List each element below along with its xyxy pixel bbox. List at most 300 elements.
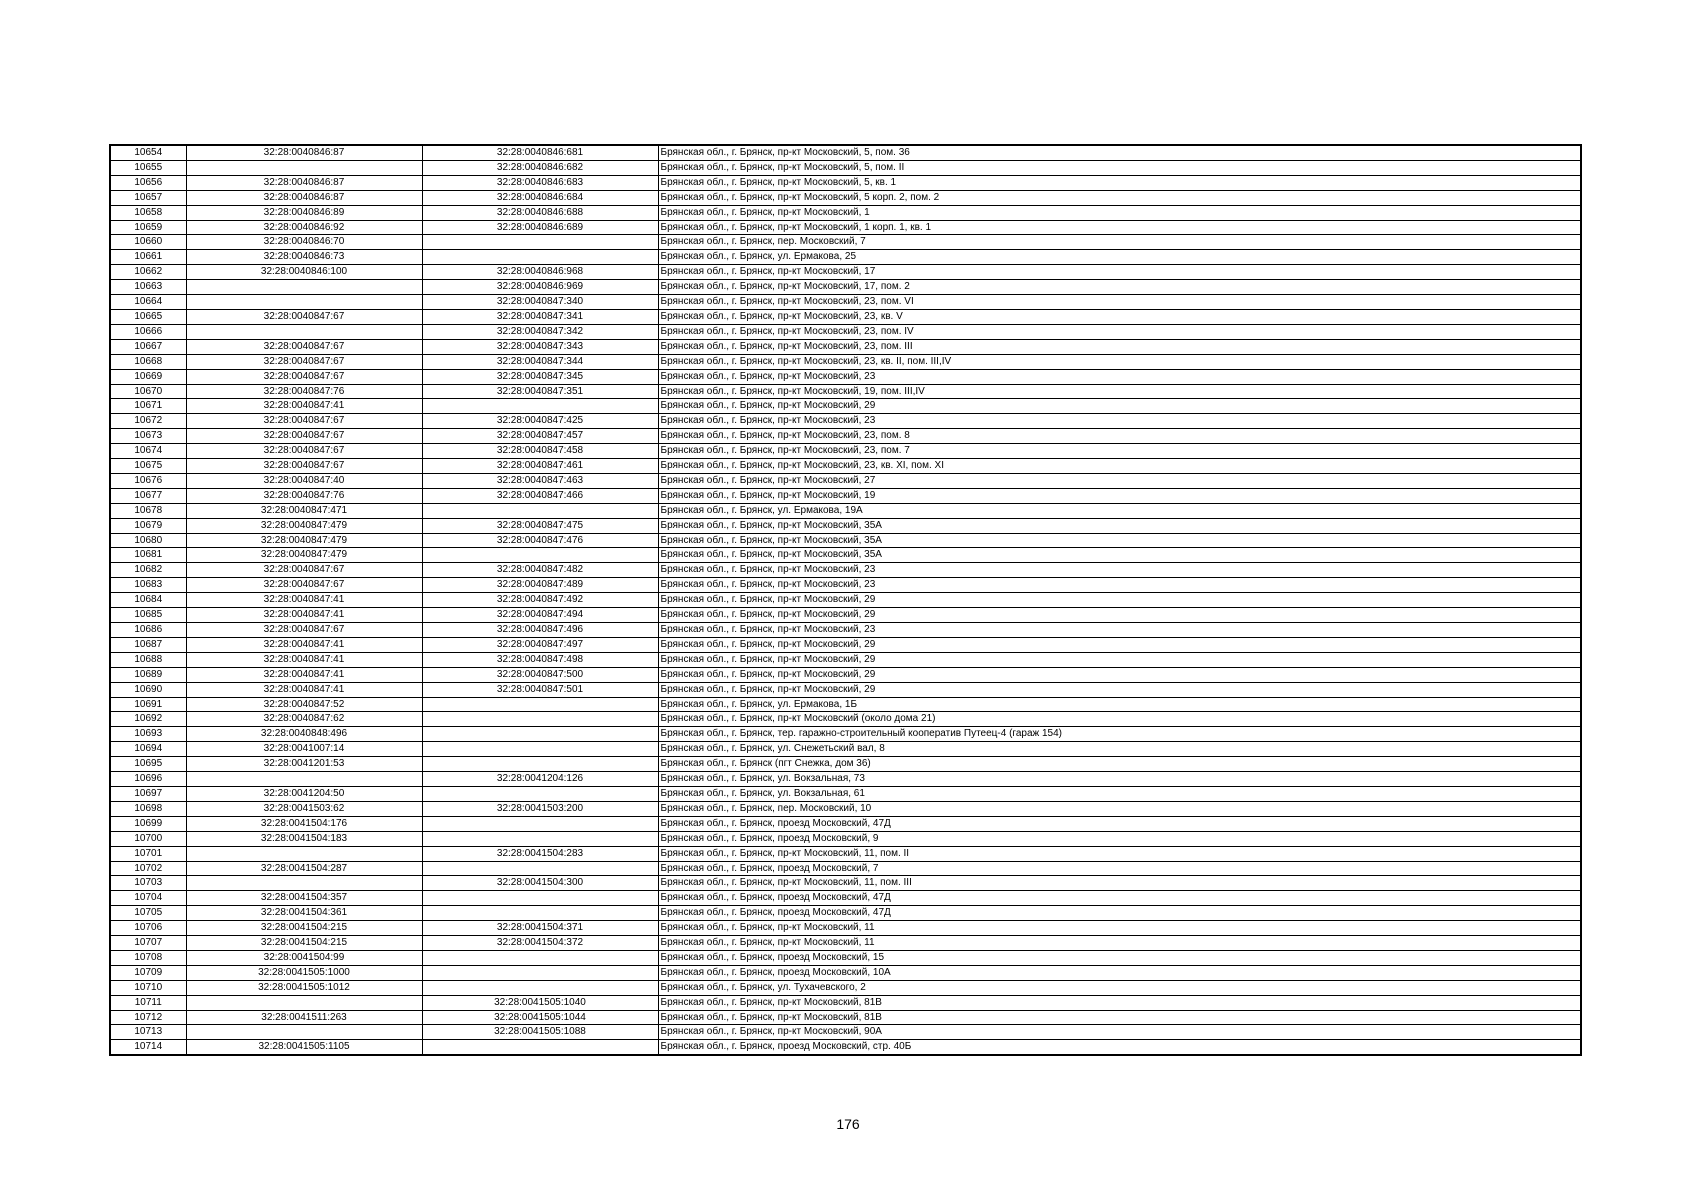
building-cadastral-number-cell: 32:28:0041504:300 [422, 876, 658, 891]
address-cell: Брянская обл., г. Брянск, пр-кт Московский, 35А [658, 533, 1581, 548]
table-row [110, 414, 1581, 429]
building-cadastral-number-cell: 32:28:0040846:682 [422, 160, 658, 175]
table-row [110, 145, 1581, 160]
table-row [110, 906, 1581, 921]
address-cell: Брянская обл., г. Брянск, проезд Московский, стр. 40Б [658, 1040, 1581, 1055]
building-cadastral-number-cell [422, 861, 658, 876]
table-row [110, 309, 1581, 324]
table-row [110, 727, 1581, 742]
table-row [110, 384, 1581, 399]
table-row [110, 965, 1581, 980]
land-cadastral-number-cell: 32:28:0041504:287 [186, 861, 422, 876]
table-row [110, 995, 1581, 1010]
row-number-cell: 10654 [110, 145, 186, 160]
building-cadastral-number-cell: 32:28:0040847:351 [422, 384, 658, 399]
address-cell: Брянская обл., г. Брянск, пр-кт Московский, 23, пом. III [658, 339, 1581, 354]
row-number-cell: 10694 [110, 742, 186, 757]
table-row [110, 265, 1581, 280]
address-cell: Брянская обл., г. Брянск, пр-кт Московский, 23 [658, 414, 1581, 429]
building-cadastral-number-cell: 32:28:0040847:489 [422, 578, 658, 593]
address-cell: Брянская обл., г. Брянск, пр-кт Московский, 11, пом. II [658, 846, 1581, 861]
land-cadastral-number-cell: 32:28:0040847:479 [186, 533, 422, 548]
table-row [110, 1040, 1581, 1055]
building-cadastral-number-cell: 32:28:0040847:342 [422, 324, 658, 339]
building-cadastral-number-cell [422, 906, 658, 921]
row-number-cell: 10669 [110, 369, 186, 384]
address-cell: Брянская обл., г. Брянск, пр-кт Московский, 23, кв. V [658, 309, 1581, 324]
land-cadastral-number-cell: 32:28:0041007:14 [186, 742, 422, 757]
table-row [110, 160, 1581, 175]
table-row [110, 772, 1581, 787]
land-cadastral-number-cell [186, 280, 422, 295]
row-number-cell: 10710 [110, 980, 186, 995]
address-cell: Брянская обл., г. Брянск, пр-кт Московский, 1 корп. 1, кв. 1 [658, 220, 1581, 235]
land-cadastral-number-cell: 32:28:0041505:1105 [186, 1040, 422, 1055]
row-number-cell: 10677 [110, 488, 186, 503]
building-cadastral-number-cell [422, 831, 658, 846]
land-cadastral-number-cell: 32:28:0041204:50 [186, 786, 422, 801]
table-row [110, 593, 1581, 608]
building-cadastral-number-cell: 32:28:0040847:494 [422, 608, 658, 623]
address-cell: Брянская обл., г. Брянск, пр-кт Московский, 11 [658, 936, 1581, 951]
row-number-cell: 10695 [110, 757, 186, 772]
table-row [110, 563, 1581, 578]
land-cadastral-number-cell [186, 1025, 422, 1040]
building-cadastral-number-cell [422, 786, 658, 801]
row-number-cell: 10704 [110, 891, 186, 906]
building-cadastral-number-cell: 32:28:0041505:1088 [422, 1025, 658, 1040]
row-number-cell: 10658 [110, 205, 186, 220]
table-row [110, 548, 1581, 563]
row-number-cell: 10665 [110, 309, 186, 324]
table-row [110, 623, 1581, 638]
address-cell: Брянская обл., г. Брянск, пер. Московский, 10 [658, 801, 1581, 816]
address-cell: Брянская обл., г. Брянск, ул. Ермакова, 25 [658, 250, 1581, 265]
address-cell: Брянская обл., г. Брянск, пр-кт Московский, 5, пом. 36 [658, 145, 1581, 160]
table-row [110, 459, 1581, 474]
land-cadastral-number-cell: 32:28:0040847:41 [186, 667, 422, 682]
land-cadastral-number-cell: 32:28:0041504:215 [186, 921, 422, 936]
building-cadastral-number-cell: 32:28:0040846:688 [422, 205, 658, 220]
table-row [110, 980, 1581, 995]
row-number-cell: 10693 [110, 727, 186, 742]
row-number-cell: 10675 [110, 459, 186, 474]
building-cadastral-number-cell [422, 757, 658, 772]
land-cadastral-number-cell: 32:28:0040847:41 [186, 608, 422, 623]
building-cadastral-number-cell: 32:28:0040847:475 [422, 518, 658, 533]
registry-table-wrapper [109, 144, 1582, 1056]
building-cadastral-number-cell [422, 712, 658, 727]
land-cadastral-number-cell: 32:28:0041504:176 [186, 816, 422, 831]
land-cadastral-number-cell: 32:28:0041511:263 [186, 1010, 422, 1025]
row-number-cell: 10663 [110, 280, 186, 295]
row-number-cell: 10705 [110, 906, 186, 921]
table-row [110, 533, 1581, 548]
row-number-cell: 10687 [110, 637, 186, 652]
row-number-cell: 10668 [110, 354, 186, 369]
table-row [110, 518, 1581, 533]
land-cadastral-number-cell: 32:28:0040847:479 [186, 518, 422, 533]
address-cell: Брянская обл., г. Брянск, пр-кт Московский, 5 корп. 2, пом. 2 [658, 190, 1581, 205]
row-number-cell: 10657 [110, 190, 186, 205]
row-number-cell: 10708 [110, 950, 186, 965]
row-number-cell: 10655 [110, 160, 186, 175]
table-row [110, 235, 1581, 250]
land-cadastral-number-cell: 32:28:0040847:67 [186, 429, 422, 444]
land-cadastral-number-cell: 32:28:0041201:53 [186, 757, 422, 772]
row-number-cell: 10689 [110, 667, 186, 682]
address-cell: Брянская обл., г. Брянск, пр-кт Московский, 19 [658, 488, 1581, 503]
land-cadastral-number-cell: 32:28:0040847:76 [186, 488, 422, 503]
land-cadastral-number-cell: 32:28:0040847:67 [186, 339, 422, 354]
row-number-cell: 10661 [110, 250, 186, 265]
land-cadastral-number-cell: 32:28:0040847:67 [186, 623, 422, 638]
registry-table [109, 144, 1582, 1056]
address-cell: Брянская обл., г. Брянск (пгт Снежка, дом 36) [658, 757, 1581, 772]
table-row [110, 1010, 1581, 1025]
building-cadastral-number-cell: 32:28:0040847:482 [422, 563, 658, 578]
land-cadastral-number-cell: 32:28:0040847:41 [186, 682, 422, 697]
address-cell: Брянская обл., г. Брянск, пр-кт Московский, 17, пом. 2 [658, 280, 1581, 295]
row-number-cell: 10697 [110, 786, 186, 801]
table-row [110, 936, 1581, 951]
address-cell: Брянская обл., г. Брянск, пр-кт Московский, 23, кв. II, пом. III,IV [658, 354, 1581, 369]
row-number-cell: 10680 [110, 533, 186, 548]
address-cell: Брянская обл., г. Брянск, пр-кт Московский, 23, кв. XI, пом. XI [658, 459, 1581, 474]
row-number-cell: 10681 [110, 548, 186, 563]
land-cadastral-number-cell: 32:28:0040847:76 [186, 384, 422, 399]
table-row [110, 190, 1581, 205]
building-cadastral-number-cell: 32:28:0040847:476 [422, 533, 658, 548]
address-cell: Брянская обл., г. Брянск, пр-кт Московский, 1 [658, 205, 1581, 220]
address-cell: Брянская обл., г. Брянск, ул. Снежетьский вал, 8 [658, 742, 1581, 757]
land-cadastral-number-cell: 32:28:0041504:215 [186, 936, 422, 951]
row-number-cell: 10699 [110, 816, 186, 831]
table-row [110, 369, 1581, 384]
address-cell: Брянская обл., г. Брянск, пр-кт Московский, 11, пом. III [658, 876, 1581, 891]
table-row [110, 473, 1581, 488]
land-cadastral-number-cell: 32:28:0040846:89 [186, 205, 422, 220]
table-row [110, 667, 1581, 682]
table-row [110, 354, 1581, 369]
address-cell: Брянская обл., г. Брянск, пр-кт Московский, 17 [658, 265, 1581, 280]
table-row [110, 578, 1581, 593]
land-cadastral-number-cell: 32:28:0040847:67 [186, 354, 422, 369]
table-row [110, 1025, 1581, 1040]
land-cadastral-number-cell: 32:28:0041503:62 [186, 801, 422, 816]
land-cadastral-number-cell: 32:28:0040847:471 [186, 503, 422, 518]
building-cadastral-number-cell [422, 891, 658, 906]
table-row [110, 801, 1581, 816]
address-cell: Брянская обл., г. Брянск, пр-кт Московский, 23 [658, 563, 1581, 578]
address-cell: Брянская обл., г. Брянск, проезд Московский, 7 [658, 861, 1581, 876]
table-row [110, 220, 1581, 235]
row-number-cell: 10656 [110, 175, 186, 190]
building-cadastral-number-cell: 32:28:0040846:969 [422, 280, 658, 295]
address-cell: Брянская обл., г. Брянск, ул. Ермакова, 1Б [658, 697, 1581, 712]
address-cell: Брянская обл., г. Брянск, пр-кт Московский, 29 [658, 608, 1581, 623]
row-number-cell: 10667 [110, 339, 186, 354]
row-number-cell: 10672 [110, 414, 186, 429]
address-cell: Брянская обл., г. Брянск, проезд Московский, 47Д [658, 906, 1581, 921]
row-number-cell: 10688 [110, 652, 186, 667]
building-cadastral-number-cell: 32:28:0040847:341 [422, 309, 658, 324]
registry-table-body [110, 145, 1581, 1055]
table-row [110, 712, 1581, 727]
building-cadastral-number-cell [422, 1040, 658, 1055]
address-cell: Брянская обл., г. Брянск, пр-кт Московский, 29 [658, 667, 1581, 682]
row-number-cell: 10711 [110, 995, 186, 1010]
building-cadastral-number-cell: 32:28:0040847:343 [422, 339, 658, 354]
address-cell: Брянская обл., г. Брянск, пр-кт Московский, 29 [658, 682, 1581, 697]
land-cadastral-number-cell: 32:28:0041504:183 [186, 831, 422, 846]
row-number-cell: 10670 [110, 384, 186, 399]
building-cadastral-number-cell: 32:28:0040847:340 [422, 295, 658, 310]
land-cadastral-number-cell: 32:28:0040848:496 [186, 727, 422, 742]
address-cell: Брянская обл., г. Брянск, ул. Вокзальная, 61 [658, 786, 1581, 801]
building-cadastral-number-cell: 32:28:0040846:684 [422, 190, 658, 205]
address-cell: Брянская обл., г. Брянск, проезд Московский, 10А [658, 965, 1581, 980]
building-cadastral-number-cell: 32:28:0041504:371 [422, 921, 658, 936]
table-row [110, 250, 1581, 265]
land-cadastral-number-cell: 32:28:0040847:67 [186, 563, 422, 578]
address-cell: Брянская обл., г. Брянск, пр-кт Московский, 35А [658, 518, 1581, 533]
land-cadastral-number-cell: 32:28:0040847:41 [186, 652, 422, 667]
row-number-cell: 10706 [110, 921, 186, 936]
building-cadastral-number-cell [422, 250, 658, 265]
building-cadastral-number-cell [422, 816, 658, 831]
row-number-cell: 10701 [110, 846, 186, 861]
address-cell: Брянская обл., г. Брянск, пр-кт Московский, 35А [658, 548, 1581, 563]
address-cell: Брянская обл., г. Брянск, пр-кт Московский, 23 [658, 578, 1581, 593]
land-cadastral-number-cell: 32:28:0040847:62 [186, 712, 422, 727]
land-cadastral-number-cell: 32:28:0040847:41 [186, 637, 422, 652]
row-number-cell: 10673 [110, 429, 186, 444]
building-cadastral-number-cell [422, 399, 658, 414]
table-row [110, 697, 1581, 712]
land-cadastral-number-cell: 32:28:0040846:92 [186, 220, 422, 235]
building-cadastral-number-cell: 32:28:0040847:500 [422, 667, 658, 682]
building-cadastral-number-cell [422, 742, 658, 757]
building-cadastral-number-cell: 32:28:0040847:492 [422, 593, 658, 608]
land-cadastral-number-cell: 32:28:0041505:1012 [186, 980, 422, 995]
land-cadastral-number-cell: 32:28:0040846:87 [186, 190, 422, 205]
address-cell: Брянская обл., г. Брянск, пр-кт Московский, 29 [658, 399, 1581, 414]
table-row [110, 175, 1581, 190]
row-number-cell: 10662 [110, 265, 186, 280]
building-cadastral-number-cell: 32:28:0040847:496 [422, 623, 658, 638]
row-number-cell: 10682 [110, 563, 186, 578]
building-cadastral-number-cell: 32:28:0041505:1040 [422, 995, 658, 1010]
row-number-cell: 10712 [110, 1010, 186, 1025]
table-row [110, 682, 1581, 697]
land-cadastral-number-cell: 32:28:0040847:67 [186, 309, 422, 324]
row-number-cell: 10676 [110, 473, 186, 488]
building-cadastral-number-cell [422, 235, 658, 250]
land-cadastral-number-cell [186, 995, 422, 1010]
land-cadastral-number-cell: 32:28:0041504:99 [186, 950, 422, 965]
land-cadastral-number-cell: 32:28:0040846:87 [186, 175, 422, 190]
land-cadastral-number-cell: 32:28:0040847:52 [186, 697, 422, 712]
land-cadastral-number-cell: 32:28:0040847:67 [186, 578, 422, 593]
table-row [110, 280, 1581, 295]
building-cadastral-number-cell: 32:28:0040847:457 [422, 429, 658, 444]
table-row [110, 816, 1581, 831]
building-cadastral-number-cell: 32:28:0041505:1044 [422, 1010, 658, 1025]
building-cadastral-number-cell: 32:28:0040846:689 [422, 220, 658, 235]
row-number-cell: 10709 [110, 965, 186, 980]
building-cadastral-number-cell: 32:28:0040847:463 [422, 473, 658, 488]
address-cell: Брянская обл., г. Брянск, тер. гаражно-строительный кооператив Путеец-4 (гараж 154) [658, 727, 1581, 742]
row-number-cell: 10690 [110, 682, 186, 697]
land-cadastral-number-cell: 32:28:0040846:73 [186, 250, 422, 265]
building-cadastral-number-cell: 32:28:0040847:458 [422, 444, 658, 459]
table-row [110, 488, 1581, 503]
table-row [110, 324, 1581, 339]
table-row [110, 444, 1581, 459]
table-row [110, 652, 1581, 667]
row-number-cell: 10678 [110, 503, 186, 518]
row-number-cell: 10666 [110, 324, 186, 339]
table-row [110, 205, 1581, 220]
row-number-cell: 10700 [110, 831, 186, 846]
building-cadastral-number-cell: 32:28:0040847:466 [422, 488, 658, 503]
address-cell: Брянская обл., г. Брянск, пр-кт Московский, 5, кв. 1 [658, 175, 1581, 190]
address-cell: Брянская обл., г. Брянск, пр-кт Московский, 23 [658, 623, 1581, 638]
table-row [110, 742, 1581, 757]
building-cadastral-number-cell: 32:28:0041504:372 [422, 936, 658, 951]
land-cadastral-number-cell: 32:28:0041505:1000 [186, 965, 422, 980]
land-cadastral-number-cell: 32:28:0040847:41 [186, 593, 422, 608]
land-cadastral-number-cell: 32:28:0040846:100 [186, 265, 422, 280]
row-number-cell: 10692 [110, 712, 186, 727]
row-number-cell: 10714 [110, 1040, 186, 1055]
building-cadastral-number-cell: 32:28:0040847:345 [422, 369, 658, 384]
row-number-cell: 10702 [110, 861, 186, 876]
address-cell: Брянская обл., г. Брянск, пр-кт Московский, 29 [658, 593, 1581, 608]
building-cadastral-number-cell: 32:28:0040847:501 [422, 682, 658, 697]
address-cell: Брянская обл., г. Брянск, пр-кт Московский, 29 [658, 652, 1581, 667]
building-cadastral-number-cell [422, 503, 658, 518]
land-cadastral-number-cell: 32:28:0040847:67 [186, 414, 422, 429]
building-cadastral-number-cell: 32:28:0041504:283 [422, 846, 658, 861]
building-cadastral-number-cell: 32:28:0040847:425 [422, 414, 658, 429]
table-row [110, 846, 1581, 861]
table-row [110, 786, 1581, 801]
address-cell: Брянская обл., г. Брянск, пер. Московский, 7 [658, 235, 1581, 250]
building-cadastral-number-cell [422, 965, 658, 980]
address-cell: Брянская обл., г. Брянск, ул. Тухачевского, 2 [658, 980, 1581, 995]
building-cadastral-number-cell [422, 950, 658, 965]
row-number-cell: 10684 [110, 593, 186, 608]
row-number-cell: 10659 [110, 220, 186, 235]
building-cadastral-number-cell: 32:28:0040846:681 [422, 145, 658, 160]
building-cadastral-number-cell: 32:28:0040847:461 [422, 459, 658, 474]
land-cadastral-number-cell [186, 160, 422, 175]
table-row [110, 399, 1581, 414]
table-row [110, 608, 1581, 623]
row-number-cell: 10685 [110, 608, 186, 623]
address-cell: Брянская обл., г. Брянск, пр-кт Московский, 81В [658, 995, 1581, 1010]
address-cell: Брянская обл., г. Брянск, проезд Московский, 47Д [658, 891, 1581, 906]
table-row [110, 861, 1581, 876]
address-cell: Брянская обл., г. Брянск, пр-кт Московский, 81В [658, 1010, 1581, 1025]
land-cadastral-number-cell [186, 876, 422, 891]
building-cadastral-number-cell: 32:28:0041204:126 [422, 772, 658, 787]
building-cadastral-number-cell: 32:28:0040846:968 [422, 265, 658, 280]
land-cadastral-number-cell [186, 772, 422, 787]
land-cadastral-number-cell: 32:28:0040847:67 [186, 444, 422, 459]
address-cell: Брянская обл., г. Брянск, пр-кт Московский, 27 [658, 473, 1581, 488]
table-row [110, 503, 1581, 518]
land-cadastral-number-cell [186, 846, 422, 861]
building-cadastral-number-cell [422, 697, 658, 712]
address-cell: Брянская обл., г. Брянск, пр-кт Московский, 19, пом. III,IV [658, 384, 1581, 399]
row-number-cell: 10698 [110, 801, 186, 816]
row-number-cell: 10713 [110, 1025, 186, 1040]
row-number-cell: 10674 [110, 444, 186, 459]
land-cadastral-number-cell: 32:28:0040847:67 [186, 459, 422, 474]
row-number-cell: 10671 [110, 399, 186, 414]
building-cadastral-number-cell [422, 980, 658, 995]
address-cell: Брянская обл., г. Брянск, пр-кт Московский, 23, пом. IV [658, 324, 1581, 339]
address-cell: Брянская обл., г. Брянск, пр-кт Московский, 11 [658, 921, 1581, 936]
row-number-cell: 10686 [110, 623, 186, 638]
table-row [110, 429, 1581, 444]
address-cell: Брянская обл., г. Брянск, пр-кт Московский, 90А [658, 1025, 1581, 1040]
land-cadastral-number-cell: 32:28:0040846:87 [186, 145, 422, 160]
address-cell: Брянская обл., г. Брянск, пр-кт Московский, 29 [658, 637, 1581, 652]
building-cadastral-number-cell [422, 548, 658, 563]
land-cadastral-number-cell [186, 324, 422, 339]
row-number-cell: 10707 [110, 936, 186, 951]
table-row [110, 757, 1581, 772]
address-cell: Брянская обл., г. Брянск, проезд Московский, 9 [658, 831, 1581, 846]
land-cadastral-number-cell: 32:28:0040847:479 [186, 548, 422, 563]
land-cadastral-number-cell: 32:28:0041504:357 [186, 891, 422, 906]
table-row [110, 876, 1581, 891]
address-cell: Брянская обл., г. Брянск, пр-кт Московский, 5, пом. II [658, 160, 1581, 175]
address-cell: Брянская обл., г. Брянск, проезд Московский, 15 [658, 950, 1581, 965]
table-row [110, 950, 1581, 965]
land-cadastral-number-cell: 32:28:0040847:41 [186, 399, 422, 414]
address-cell: Брянская обл., г. Брянск, ул. Вокзальная, 73 [658, 772, 1581, 787]
building-cadastral-number-cell: 32:28:0041503:200 [422, 801, 658, 816]
land-cadastral-number-cell: 32:28:0040846:70 [186, 235, 422, 250]
address-cell: Брянская обл., г. Брянск, проезд Московский, 47Д [658, 816, 1581, 831]
page-number: 176 [836, 1116, 860, 1132]
table-row [110, 339, 1581, 354]
building-cadastral-number-cell: 32:28:0040846:683 [422, 175, 658, 190]
row-number-cell: 10679 [110, 518, 186, 533]
table-row [110, 637, 1581, 652]
table-row [110, 295, 1581, 310]
building-cadastral-number-cell: 32:28:0040847:497 [422, 637, 658, 652]
row-number-cell: 10664 [110, 295, 186, 310]
land-cadastral-number-cell [186, 295, 422, 310]
land-cadastral-number-cell: 32:28:0040847:40 [186, 473, 422, 488]
address-cell: Брянская обл., г. Брянск, пр-кт Московский, 23 [658, 369, 1581, 384]
land-cadastral-number-cell: 32:28:0041504:361 [186, 906, 422, 921]
building-cadastral-number-cell: 32:28:0040847:344 [422, 354, 658, 369]
row-number-cell: 10660 [110, 235, 186, 250]
row-number-cell: 10691 [110, 697, 186, 712]
land-cadastral-number-cell: 32:28:0040847:67 [186, 369, 422, 384]
row-number-cell: 10683 [110, 578, 186, 593]
building-cadastral-number-cell [422, 727, 658, 742]
row-number-cell: 10703 [110, 876, 186, 891]
address-cell: Брянская обл., г. Брянск, пр-кт Московский, 23, пом. 8 [658, 429, 1581, 444]
